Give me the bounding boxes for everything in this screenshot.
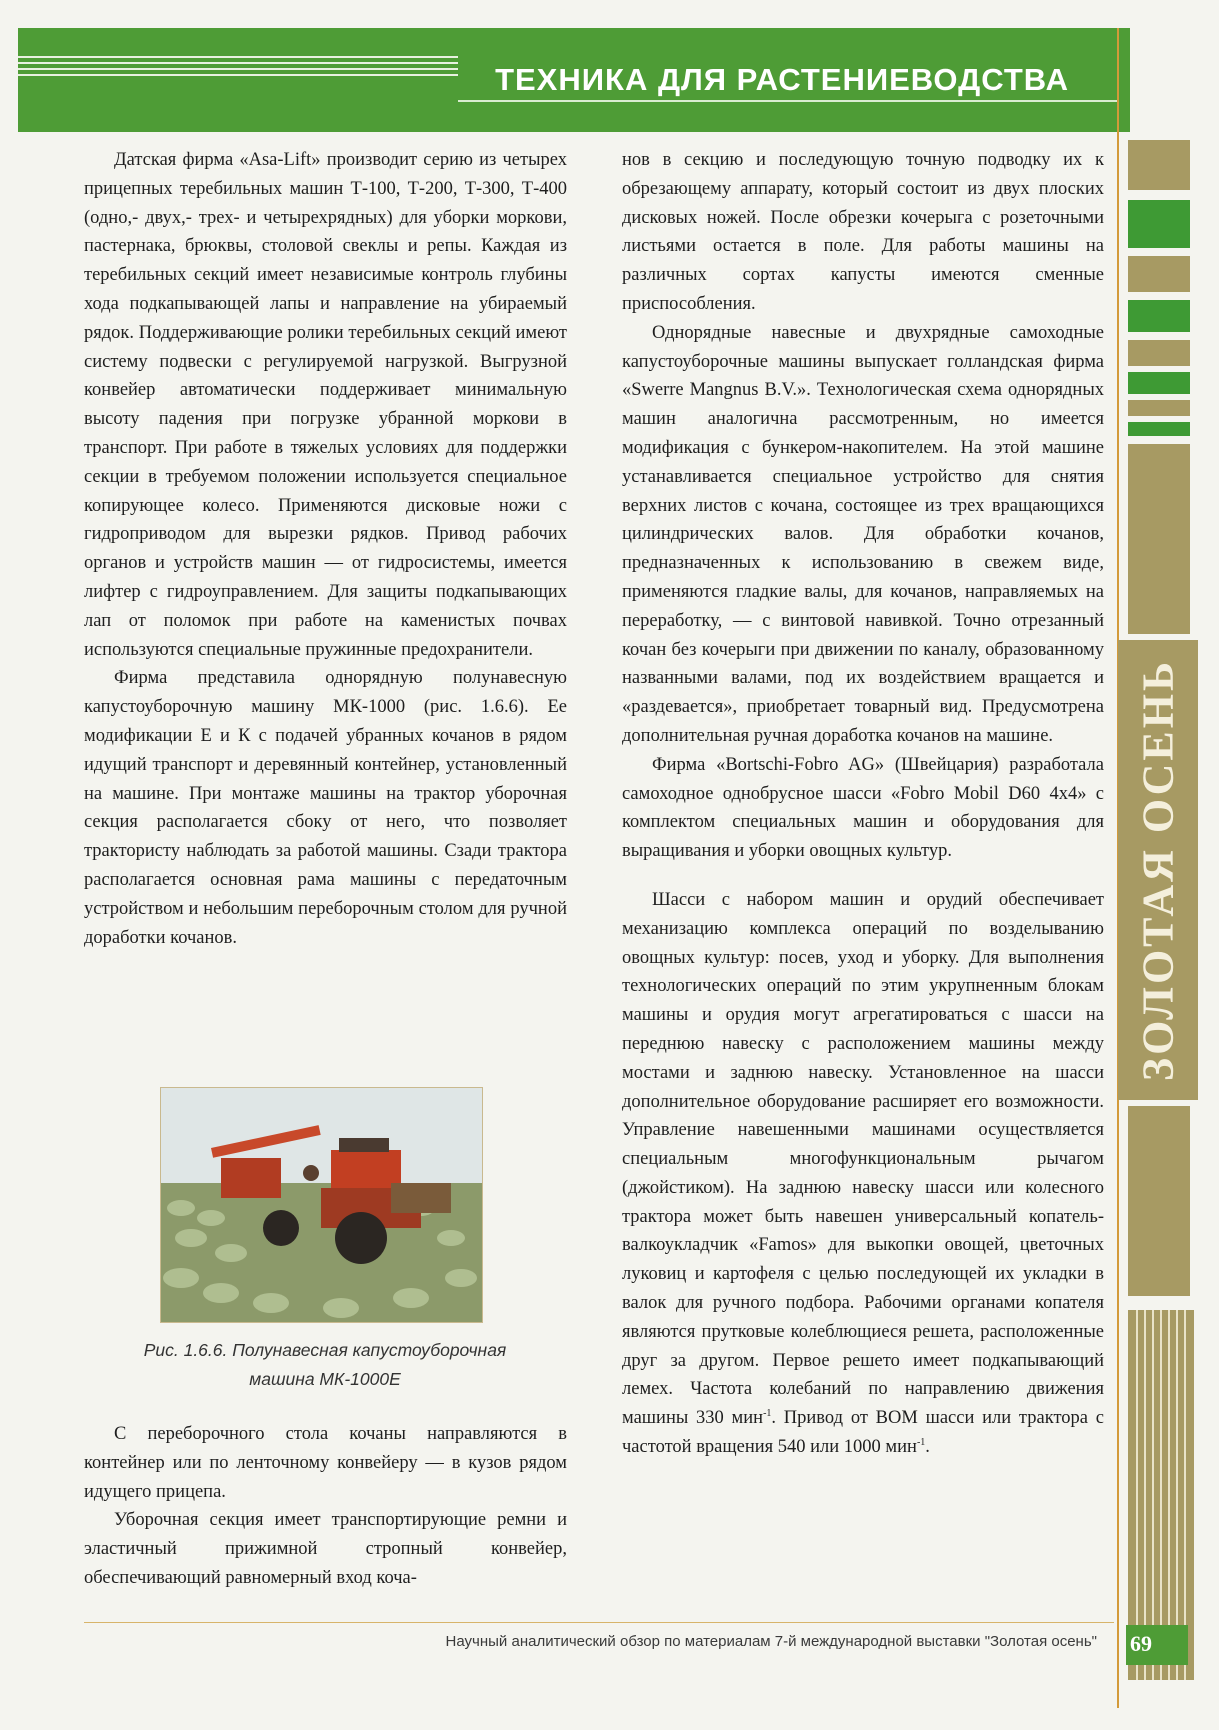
left-column (84, 146, 567, 952)
side-tab (1128, 256, 1190, 292)
right-column (622, 146, 1104, 1462)
caption-line: Рис. 1.6.6. Полунавесная капустоуборочная (143, 1340, 507, 1360)
superscript: -1 (763, 1408, 772, 1420)
caption-line: машина МК-1000Е (249, 1369, 401, 1389)
side-tab (1128, 200, 1190, 248)
paragraph: нов в секцию и последующую точную подводку их к обрезающему аппарату, который состоит из двух плоских дисковых ножей. После обрезки кочерыга с розеточными листьями остается в поле. Для работы машины на различных сортах капусты имеются сменные приспособления. (622, 150, 1104, 314)
side-tab (1128, 400, 1190, 416)
paragraph: С переборочного стола кочаны направляются в контейнер или по ленточному конвейеру — в кузов рядом идущего прицепа. (84, 1424, 567, 1502)
side-tab (1128, 1106, 1190, 1296)
paragraph: Фирма «Bortschi-Fobro AG» (Швейцария) разработала самоходное однобрусное шасси «Fobro Mobil D60 4x4» с комплектом специальных машин и оборудования для выращивания и уборки овощных культур. (622, 754, 1104, 862)
paragraph-last (622, 886, 1104, 1462)
page-number: 69 (1126, 1625, 1188, 1665)
harvester-photo (160, 1087, 483, 1323)
side-tab (1128, 444, 1190, 634)
paragraph-text: Шасси с набором машин и орудий обеспечивает механизацию комплекса операций по возделыванию овощных культур: посев, уход и уборку. Для выполнения технологических операций по этим укрупненным блокам машины и орудия могут агрегатироваться с шасси на переднюю навеску с расположением машины между мостами и заднюю навеску. Установленное на шасси дополнительное оборудование расширяет его возможности. Управление навешенными машинами осуществляется специальным многофункциональным рычагом (джойстиком). На заднюю навеску шасси или колесного трактора может быть навешен универсальный копатель-валкоукладчик «Famos» для выкопки овощей, цветочных луковиц и картофеля с целью последующей их укладки в валок для ручного подбора. Рабочими органами копателя являются прутковые колеблющиеся решета, расположенные друг за другом. Первое решето имеет подкапывающий лемех. Частота колебаний по направлению движения машины 330 мин (622, 889, 1104, 1429)
side-tab (1128, 340, 1190, 366)
footer-text: Научный аналитический обзор по материалам 7-й международной выставки "Золотая осень" (445, 1633, 1097, 1650)
period: . (925, 1437, 930, 1458)
paragraph: Фирма представила однорядную полунавесную капустоуборочную машину МК-1000 (рис. 1.6.6). Ее модификации Е и К с подачей убранных кочанов в рядом идущий транспорт и деревянный контейнер, установленный на машине. При монтаже машины на трактор уборочная секция располагается сбоку от него, что позволяет трактористу наблюдать за работой машины. Сзади трактора располагается основная рама машины с передаточным устройством и небольшим переборочным столом для ручной доработки кочанов. (84, 668, 567, 948)
banner-decor-lines (18, 56, 458, 80)
superscript: -1 (916, 1436, 926, 1448)
sidebar-vertical-title: ЗОЛОТАЯ ОСЕНЬ (1133, 658, 1183, 1082)
section-title: ТЕХНИКА ДЛЯ РАСТЕНИЕВОДСТВА (495, 62, 1069, 97)
side-tab (1128, 422, 1190, 436)
figure-caption (90, 1336, 560, 1394)
paragraph: Однорядные навесные и двухрядные самоходные капустоуборочные машины выпускает голландская фирма «Swerre Mangnus B.V.». Технологическая схема однорядных машин аналогична рассмотренным, но имеется модификация с бункером-накопителем. На этой машине устанавливается специальное устройство для снятия верхних листов с кочана, состоящее из трех вращающихся цилиндрических валов. Для обработки кочанов, предназначенных к использованию в свежем виде, применяются гладкие валы, для кочанов, направляемых на переработку, — с винтовой навивкой. Точно отрезанный кочан без кочерыги при движении по каналу, образованному названными валами, под их воздействием вращается и «раздевается», приобретает товарный вид. Предусмотрена дополнительная ручная доработка кочанов на машине. (622, 322, 1104, 746)
left-column-lower (84, 1420, 567, 1593)
paragraph: Датская фирма «Asa-Lift» производит серию из четырех прицепных теребильных машин Т-100, Т-200, Т-300, Т-400 (одно,- двух,- трех- и четырехрядных) для уборки моркови, пастернака, брюквы, столовой свеклы и репы. Каждая из теребильных секций имеет независимые контроль глубины хода подкапывающей лапы и направление на убираемый рядок. Поддерживающие ролики теребильных секций имеют систему подвески с регулируемой нагрузкой. Выгрузной конвейер автоматически поддерживает минимальную высоту падения при погрузке убранной моркови в транспорт. При работе в тяжелых условиях для поддержки секции в требуемом положении используется специальное копирующее колесо. Применяются дисковые ножи с гидроприводом для вырезки рядков. Привод рабочих органов и устройств машин — от гидросистемы, имеется лифтер с гидроуправлением. Для защиты подкапывающих лап от поломок при работе на каменистых почвах используются специальные пружинные предохранители. (84, 150, 567, 660)
side-tab (1128, 300, 1190, 332)
side-tab (1128, 140, 1190, 190)
banner-rule (458, 100, 1118, 102)
footer-rule (84, 1622, 1114, 1623)
paragraph-text: . Привод от ВОМ шасси или трактора с частотой вращения 540 или 1000 мин (622, 1408, 1104, 1458)
side-tab (1128, 372, 1190, 394)
paragraph: Уборочная секция имеет транспортирующие ремни и эластичный прижимной стропный конвейер, обеспечивающий равномерный вход коча- (84, 1510, 567, 1588)
